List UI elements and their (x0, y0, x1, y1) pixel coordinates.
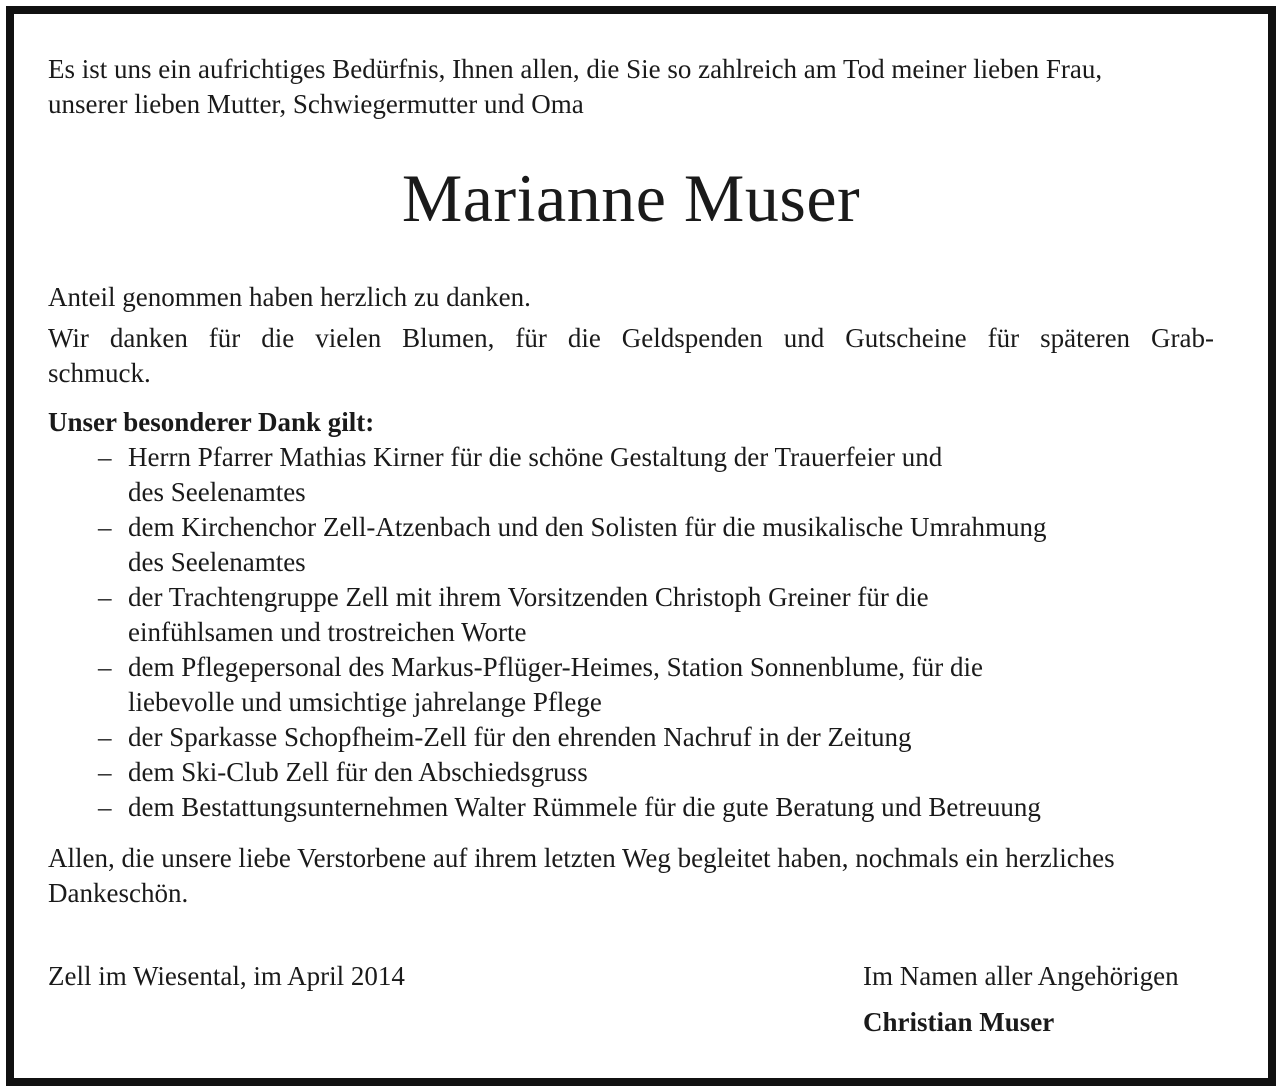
list-item-line-1: der Trachtengruppe Zell mit ihrem Vorsitzenden Christoph Greiner für die (128, 582, 929, 612)
list-item (98, 650, 1214, 720)
place-date: Zell im Wiesental, im April 2014 (48, 961, 405, 991)
list-item (98, 580, 1214, 650)
list-item (98, 510, 1214, 580)
intro-line-2: unserer lieben Mutter, Schwiegermutter und Oma (48, 89, 584, 119)
list-item-line-2: liebevolle und umsichtige jahrelange Pflege (128, 687, 602, 717)
flowers-paragraph (48, 321, 1214, 391)
dash-bullet: – (98, 757, 112, 787)
special-thanks-list (48, 440, 1214, 825)
closing-paragraph (48, 841, 1214, 911)
signer-name: Christian Muser (863, 1007, 1055, 1037)
dash-bullet: – (98, 722, 112, 752)
list-item-line-2: des Seelenamtes (128, 547, 306, 577)
list-item (98, 720, 1214, 755)
on-behalf-text: Im Namen aller Angehörigen (863, 961, 1179, 991)
flowers-line-1: Wir danken für die vielen Blumen, für die Geldspenden und Gutscheine für späteren Grab- (48, 323, 1214, 353)
list-item-line-1: dem Kirchenchor Zell-Atzenbach und den Solisten für die musikalische Umrahmung (128, 512, 1047, 542)
thanks-intro-paragraph: Anteil genommen haben herzlich zu danken. (48, 282, 531, 312)
list-item-line-1: dem Ski-Club Zell für den Abschiedsgruss (128, 757, 588, 787)
flowers-line-2: schmuck. (48, 358, 151, 388)
list-item-line-1: der Sparkasse Schopfheim-Zell für den ehrenden Nachruf in der Zeitung (128, 722, 912, 752)
dash-bullet: – (98, 582, 112, 612)
list-item-line-1: dem Bestattungsunternehmen Walter Rümmele für die gute Beratung und Betreuung (128, 792, 1041, 822)
dash-bullet: – (98, 512, 112, 542)
list-item (98, 440, 1214, 510)
notice-content (48, 52, 1214, 911)
intro-line-1: Es ist uns ein aufrichtiges Bedürfnis, Ihnen allen, die Sie so zahlreich am Tod meiner lieben Frau, (48, 54, 1103, 84)
special-thanks-heading: Unser besonderer Dank gilt: (48, 407, 375, 437)
closing-line-1: Allen, die unsere liebe Verstorbene auf ihrem letzten Weg begleitet haben, nochmals ein herzliches (48, 843, 1115, 873)
deceased-name: Marianne Muser (401, 160, 861, 236)
signature-block (863, 956, 1179, 1042)
intro-text (48, 52, 1214, 122)
dash-bullet: – (98, 442, 112, 472)
dash-bullet: – (98, 792, 112, 822)
list-item (98, 755, 1214, 790)
list-item-line-1: dem Pflegepersonal des Markus-Pflüger-Heimes, Station Sonnenblume, für die (128, 652, 984, 682)
closing-line-2: Dankeschön. (48, 878, 189, 908)
list-item-line-2: des Seelenamtes (128, 477, 306, 507)
list-item-line-2: einfühlsamen und trostreichen Worte (128, 617, 527, 647)
dash-bullet: – (98, 652, 112, 682)
list-item-line-1: Herrn Pfarrer Mathias Kirner für die schöne Gestaltung der Trauerfeier und (128, 442, 943, 472)
list-item (98, 790, 1214, 825)
